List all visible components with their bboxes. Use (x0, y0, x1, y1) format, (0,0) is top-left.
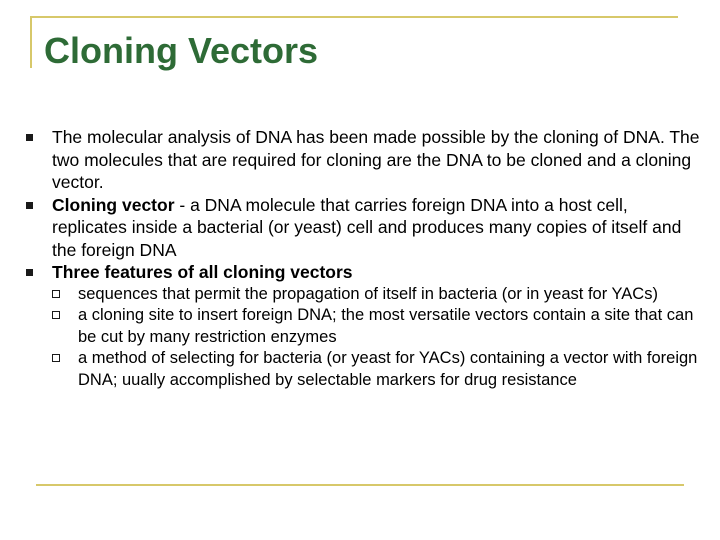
sub-bullet-list (52, 284, 704, 392)
bullet-term: Three features of all cloning vectors (52, 262, 353, 282)
bullet-list (24, 126, 704, 391)
bullet-item (24, 126, 704, 194)
sub-bullet-text: sequences that permit the propagation of itself in bacteria (or in yeast for YACs) (78, 284, 658, 303)
sub-bullet-item (52, 305, 704, 348)
slide-title: Cloning Vectors (44, 30, 319, 71)
bullet-term: Cloning vector (52, 194, 175, 215)
bullet-item (24, 261, 704, 391)
hollow-square-bullet-icon (52, 354, 60, 362)
bullet-text: The molecular analysis of DNA has been made possible by the cloning of DNA. The two molecules that are required for cloning are the DNA to be cloned and a cloning vector. (52, 127, 700, 192)
sub-bullet-text: a cloning site to insert foreign DNA; the most versatile vectors contain a site that can be cut by many restriction enzymes (78, 306, 694, 346)
hollow-square-bullet-icon (52, 290, 60, 298)
sub-bullet-text: a method of selecting for bacteria (or yeast for YACs) containing a vector with foreign DNA; uually accomplished by selectable markers for drug resistance (78, 349, 698, 389)
bottom-border-line (36, 484, 684, 486)
sub-bullet-item (52, 284, 704, 306)
square-bullet-icon (26, 202, 33, 209)
bullet-text: - a DNA molecule that carries foreign DNA into a host cell, replicates inside a bacterial (or yeast) cell and produces many copies of itself and the foreign DNA (52, 194, 682, 260)
left-border-line (30, 16, 32, 68)
bullet-item (24, 194, 704, 262)
top-border-line (30, 16, 678, 18)
square-bullet-icon (26, 269, 33, 276)
sub-bullet-item (52, 348, 704, 391)
hollow-square-bullet-icon (52, 311, 60, 319)
square-bullet-icon (26, 134, 33, 141)
